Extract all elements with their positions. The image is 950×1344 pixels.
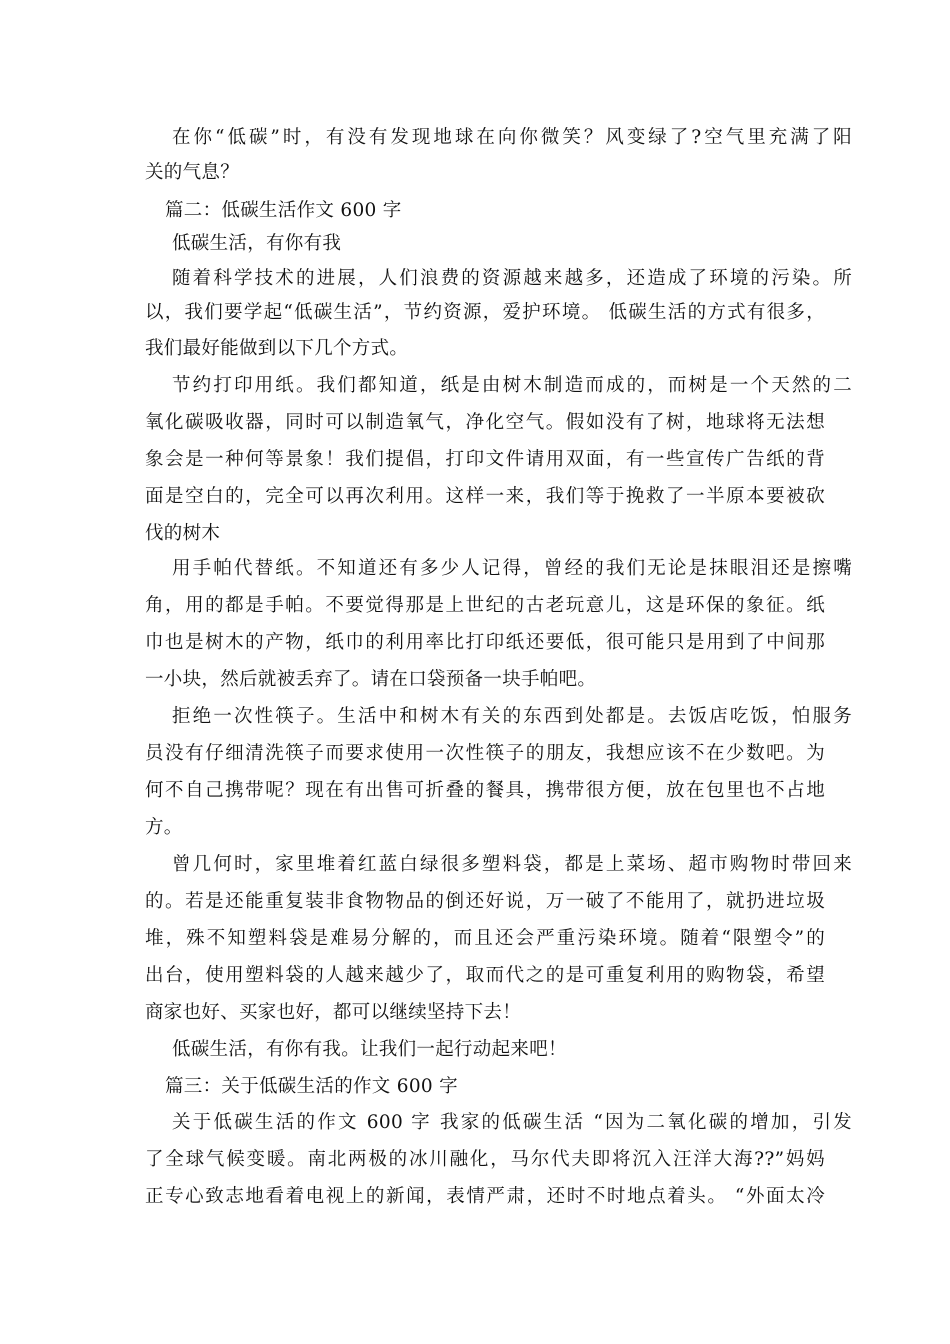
text-line: 角，用的都是手帕。不要觉得那是上世纪的古老玩意儿，这是环保的象征。纸 <box>145 595 825 616</box>
text-line: 面是空白的，完全可以再次利用。这样一来，我们等于挽救了一半原本要被砍 <box>145 486 825 507</box>
text-line: 方。 <box>145 817 183 838</box>
text-line: 拒绝一次性筷子。生活中和树木有关的东西到处都是。去饭店吃饭，怕服务 <box>172 706 852 727</box>
text-line: 低碳生活，有你有我。让我们一起行动起来吧！ <box>172 1039 567 1060</box>
text-line: 商家也好、买家也好，都可以继续坚持下去！ <box>145 1002 522 1023</box>
section-heading: 篇三：关于低碳生活的作文 600 字 <box>165 1076 458 1097</box>
text-line: 随着科学技术的进展，人们浪费的资源越来越多，还造成了环境的污染。所 <box>172 268 852 289</box>
text-line: 低碳生活，有你有我 <box>172 233 342 254</box>
text-line: 象会是一种何等景象！我们提倡，打印文件请用双面，有一些宣传广告纸的背 <box>145 449 825 470</box>
text-line: 氧化碳吸收器，同时可以制造氧气，净化空气。假如没有了树，地球将无法想 <box>145 412 825 433</box>
text-line: 出台，使用塑料袋的人越来越少了，取而代之的是可重复利用的购物袋，希望 <box>145 965 825 986</box>
text-line: 以，我们要学起“低碳生活”，节约资源，爱护环境。 低碳生活的方式有很多， <box>145 302 825 323</box>
text-line: 我们最好能做到以下几个方式。 <box>145 338 409 359</box>
text-line: 伐的树木 <box>145 523 221 544</box>
text-line: 关于低碳生活的作文 600 字 我家的低碳生活 “因为二氧化碳的增加，引发 <box>172 1112 852 1133</box>
text-line: 用手帕代替纸。不知道还有多少人记得，曾经的我们无论是抹眼泪还是擦嘴 <box>172 558 852 579</box>
section-heading: 篇二：低碳生活作文 600 字 <box>165 200 402 221</box>
text-line: 关的气息？ <box>145 162 240 183</box>
text-line: 正专心致志地看着电视上的新闻，表情严肃，还时不时地点着头。 “外面太冷 <box>145 1186 825 1207</box>
text-line: 节约打印用纸。我们都知道，纸是由树木制造而成的，而树是一个天然的二 <box>172 375 852 396</box>
text-line: 堆，殊不知塑料袋是难易分解的，而且还会严重污染环境。随着“限塑令”的 <box>145 928 825 949</box>
text-line: 何不自己携带呢？现在有出售可折叠的餐具，携带很方便，放在包里也不占地 <box>145 780 825 801</box>
text-line: 一小块，然后就被丢弃了。请在口袋预备一块手帕吧。 <box>145 669 597 690</box>
text-line: 的。若是还能重复装非食物物品的倒还好说，万一破了不能用了，就扔进垃圾 <box>145 891 825 912</box>
text-line: 了全球气候变暖。南北两极的冰川融化，马尔代夫即将沉入汪洋大海??”妈妈 <box>145 1149 825 1170</box>
text-line: 在你“低碳”时，有没有发现地球在向你微笑？风变绿了?空气里充满了阳 <box>172 127 852 148</box>
text-line: 巾也是树木的产物，纸巾的利用率比打印纸还要低，很可能只是用到了中间那 <box>145 632 825 653</box>
text-line: 曾几何时，家里堆着红蓝白绿很多塑料袋，都是上菜场、超市购物时带回来 <box>172 854 852 875</box>
text-line: 员没有仔细清洗筷子而要求使用一次性筷子的朋友，我想应该不在少数吧。为 <box>145 743 825 764</box>
